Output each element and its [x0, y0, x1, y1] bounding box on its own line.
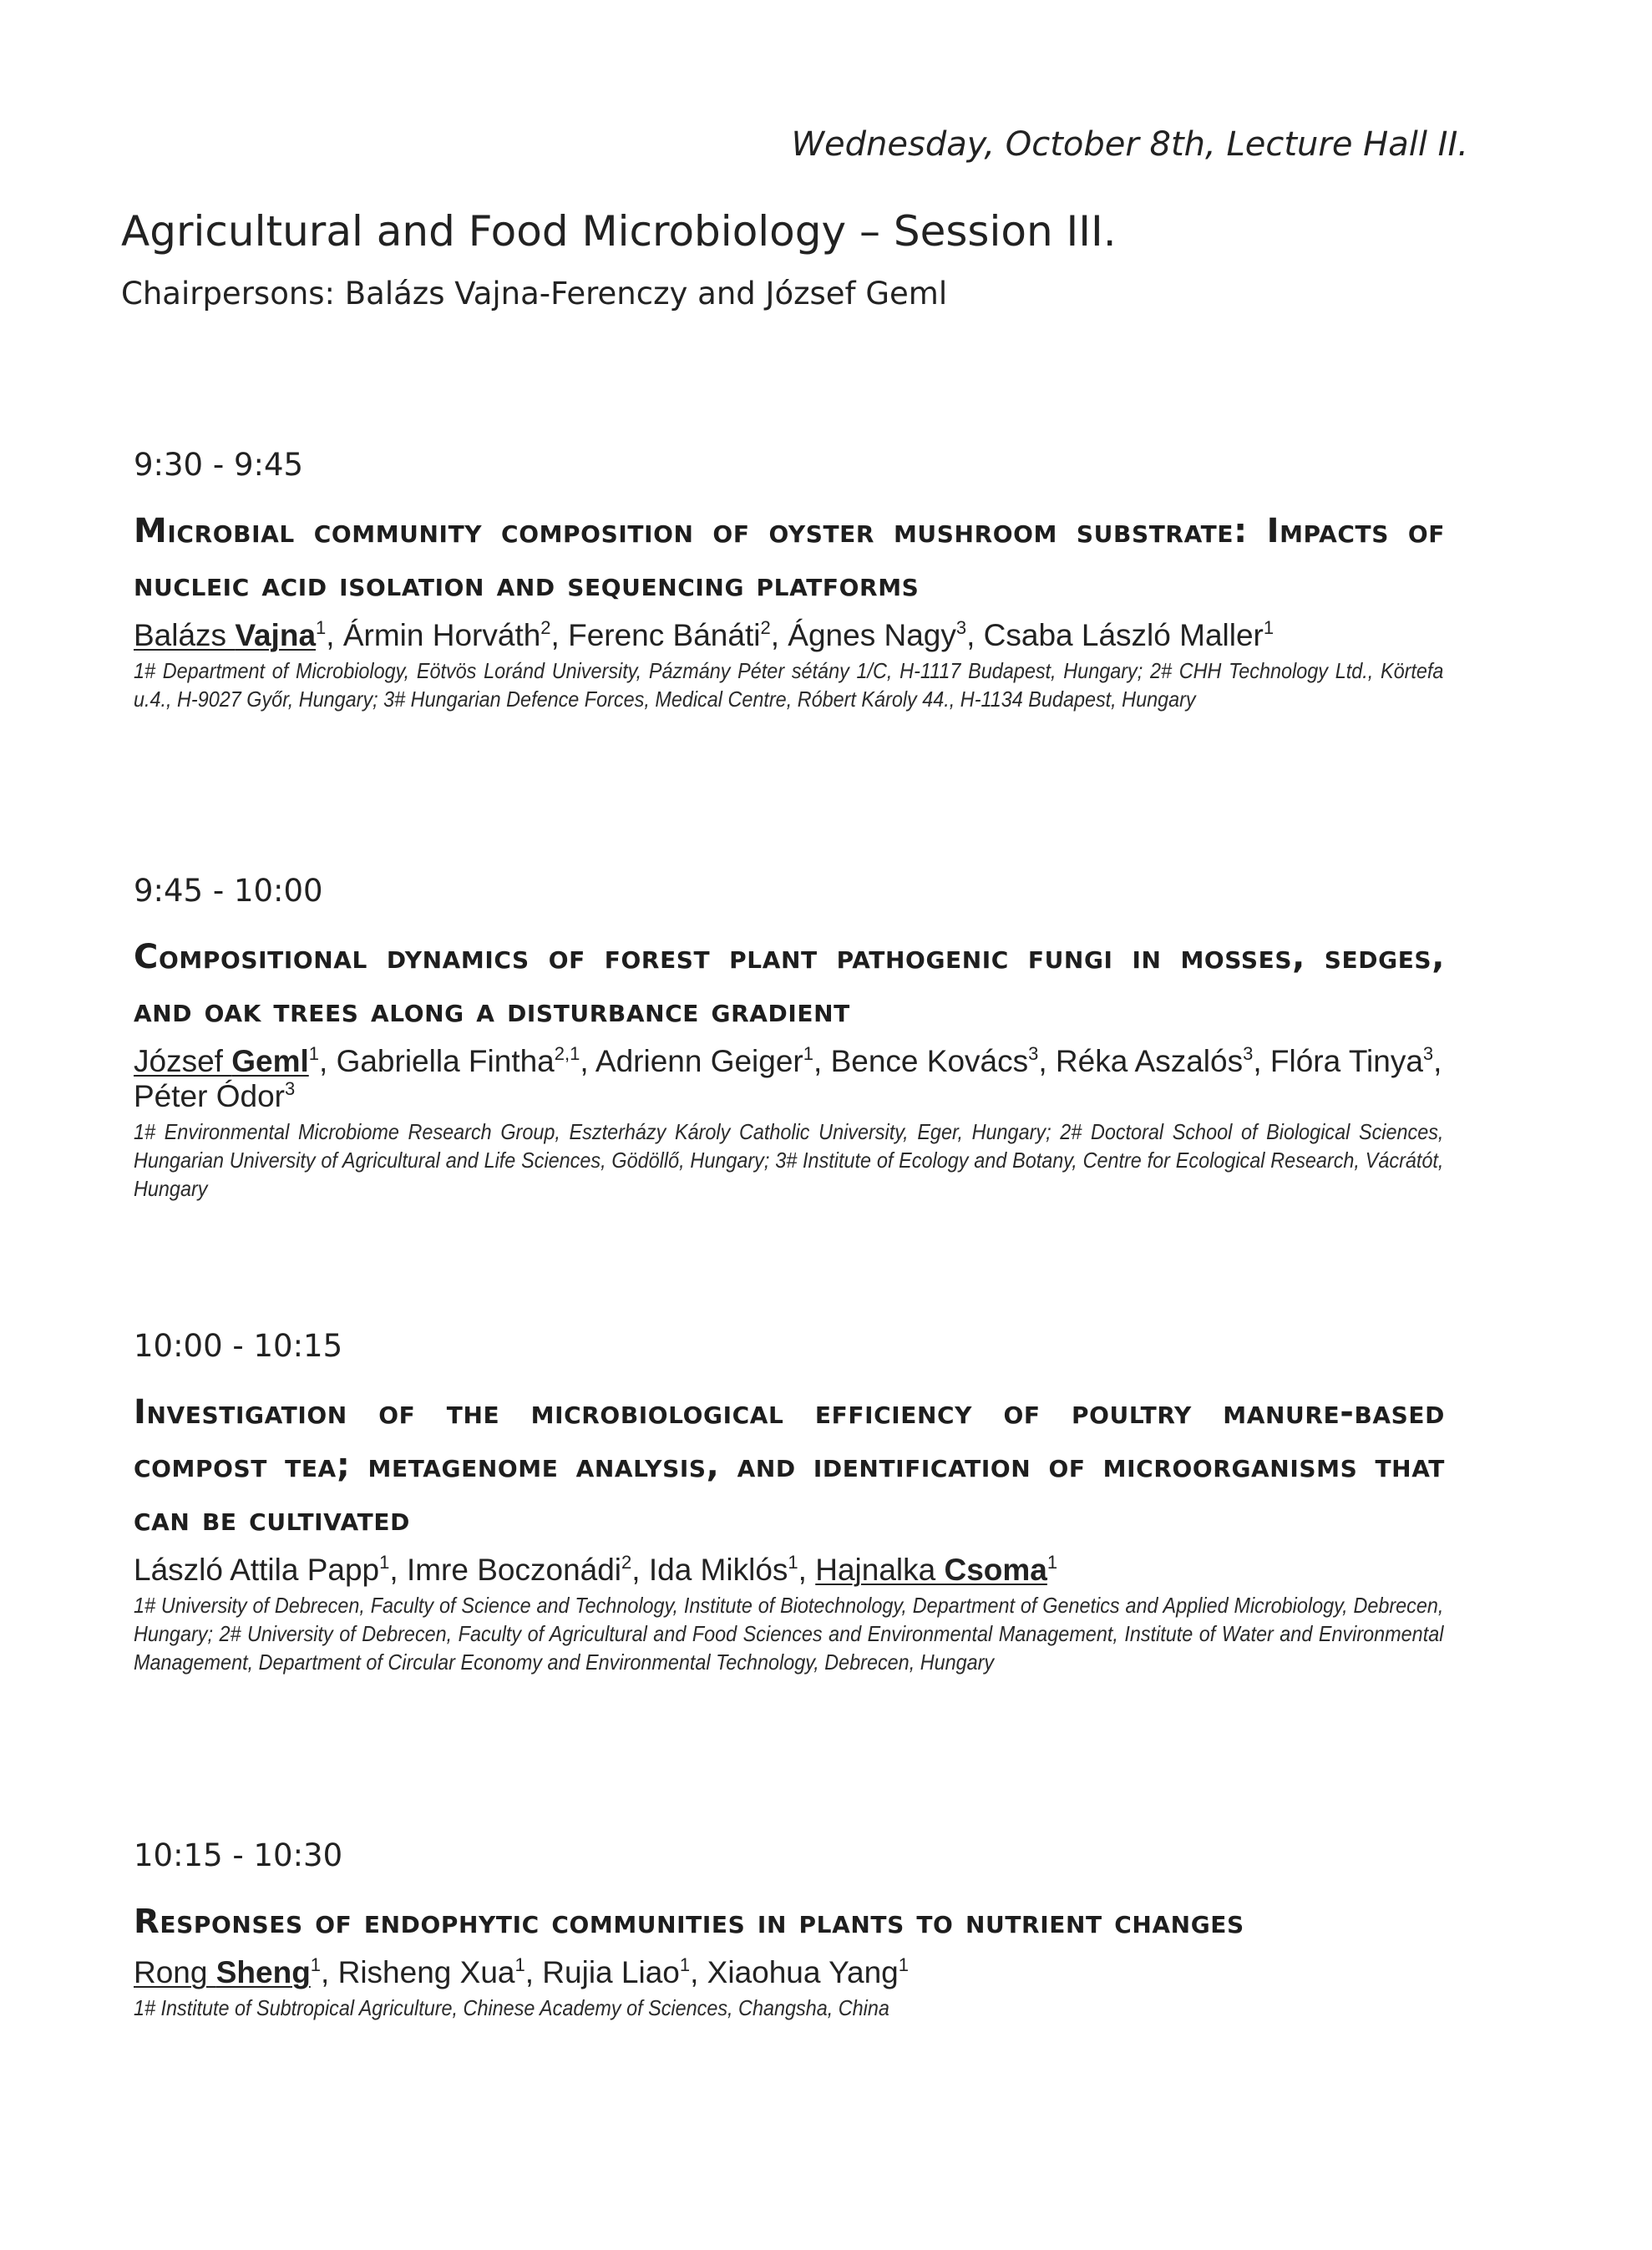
chairpersons: Chairpersons: Balázs Vajna-Ferenczy and József Geml — [121, 276, 948, 312]
date-line: Wednesday, October 8th, Lecture Hall II. — [791, 125, 1468, 164]
affiliations: 1# Department of Microbiology, Eötvös Loránd University, Pázmány Péter sétány 1/C, H-1117 Budapest, Hungary; 2# CHH Technology Ltd., Körtefa u.4., H-9027 Győr, Hungary; 3# Hungarian Defence Forces, Medical Centre, Róbert Károly 44., H-1134 Budapest, Hungary — [134, 658, 1444, 712]
affiliations: 1# University of Debrecen, Faculty of Science and Technology, Institute of Biotechnology, Department of Genetics and Applied Microbiology, Debrecen, Hungary; 2# University of Debrecen, Faculty of Agricultural and Food Sciences and Environmental Management, Institute of Water and Environmental Management, Department of Circular Economy and Environmental Technology, Debrecen, Hungary — [134, 1593, 1444, 1675]
talk-title: Compositional dynamics of forest plant pathogenic fungi in mosses, sedges, and oak trees along a disturbance gradient — [134, 938, 1445, 1030]
talk-item — [134, 1328, 1445, 1676]
author-name: Adrienn Geiger — [595, 1044, 803, 1078]
author-list: József Geml$^1$, Gabriella Fintha$^{2,1}$, Adrienn Geiger$^1$, Bence Kovács$^3$, Réka Aszalós$^3$, Flóra Tinya$^3$, Péter Ódor$^3$ — [134, 1043, 1442, 1113]
talk-title: Investigation of the microbiological efficiency of poultry manure-based compost tea; metagenome analysis, and identification of microorganisms that can be cultivated — [134, 1393, 1445, 1538]
author-name: Péter Ódor — [134, 1079, 285, 1113]
talk-item — [134, 447, 1445, 713]
talk-time: 9:30 - 9:45 — [134, 447, 304, 483]
author-list: Balázs Vajna$^1$, Ármin Horváth$^2$, Ferenc Bánáti$^2$, Ágnes Nagy$^3$, Csaba László Maller$^1$ — [134, 617, 1274, 652]
presenter-name: József Geml — [134, 1044, 309, 1078]
author-name: Ida Miklós — [648, 1553, 788, 1587]
author-name: Bence Kovács — [830, 1044, 1029, 1078]
talk-time: 9:45 - 10:00 — [134, 873, 323, 909]
author-name: Risheng Xua — [337, 1955, 515, 1989]
author-name: Imre Boczonádi — [406, 1553, 622, 1587]
author-name: Gabriella Fintha — [336, 1044, 555, 1078]
session-title: Agricultural and Food Microbiology – Session III. — [121, 207, 1117, 256]
talk-time: 10:15 - 10:30 — [134, 1837, 343, 1873]
author-list: László Attila Papp$^1$, Imre Boczonádi$^2$, Ida Miklós$^1$, Hajnalka Csoma$^1$ — [134, 1552, 1058, 1587]
talk-item — [134, 873, 1445, 1203]
talk-title: Responses of endophytic communities in plants to nutrient changes — [134, 1903, 1244, 1941]
author-name: Ágnes Nagy — [788, 618, 956, 652]
affiliation-index: 1 — [308, 1043, 320, 1064]
affiliations: 1# Institute of Subtropical Agriculture, Chinese Academy of Sciences, Changsha, China — [134, 1995, 889, 2020]
talk-title: Microbial community composition of oyster mushroom substrate: Impacts of nucleic acid isolation and sequencing platforms — [134, 512, 1445, 604]
presenter-name: Hajnalka Csoma — [815, 1553, 1047, 1587]
author-list: Rong Sheng$^1$, Risheng Xua$^1$, Rujia Liao$^1$, Xiaohua Yang$^1$ — [134, 1954, 909, 1989]
author-name: Rujia Liao — [542, 1955, 680, 1989]
author-name: Csaba László Maller — [983, 618, 1264, 652]
affiliations: 1# Environmental Microbiome Research Group, Eszterházy Károly Catholic University, Eger, Hungary; 2# Doctoral School of Biological Sciences, Hungarian University of Agricultural and Life Sciences, Gödöllő, Hungary; 3# Institute of Ecology and Botany, Centre for Ecological Research, Vácrátót, Hungary — [134, 1119, 1444, 1201]
talk-item — [134, 1837, 1445, 2022]
affiliation-index: 1 — [1046, 1552, 1058, 1573]
author-name: Flóra Tinya — [1269, 1044, 1423, 1078]
author-name: Xiaohua Yang — [707, 1955, 899, 1989]
author-name: László Attila Papp — [134, 1553, 380, 1587]
author-name: Ármin Horváth — [342, 618, 541, 652]
affiliation-index: 1 — [310, 1954, 322, 1975]
affiliation-index: 1 — [316, 617, 327, 638]
author-name: Réka Aszalós — [1055, 1044, 1244, 1078]
presenter-name: Rong Sheng — [134, 1955, 311, 1989]
talk-time: 10:00 - 10:15 — [134, 1328, 343, 1364]
author-name: Ferenc Bánáti — [568, 618, 761, 652]
presenter-name: Balázs Vajna — [134, 618, 317, 652]
